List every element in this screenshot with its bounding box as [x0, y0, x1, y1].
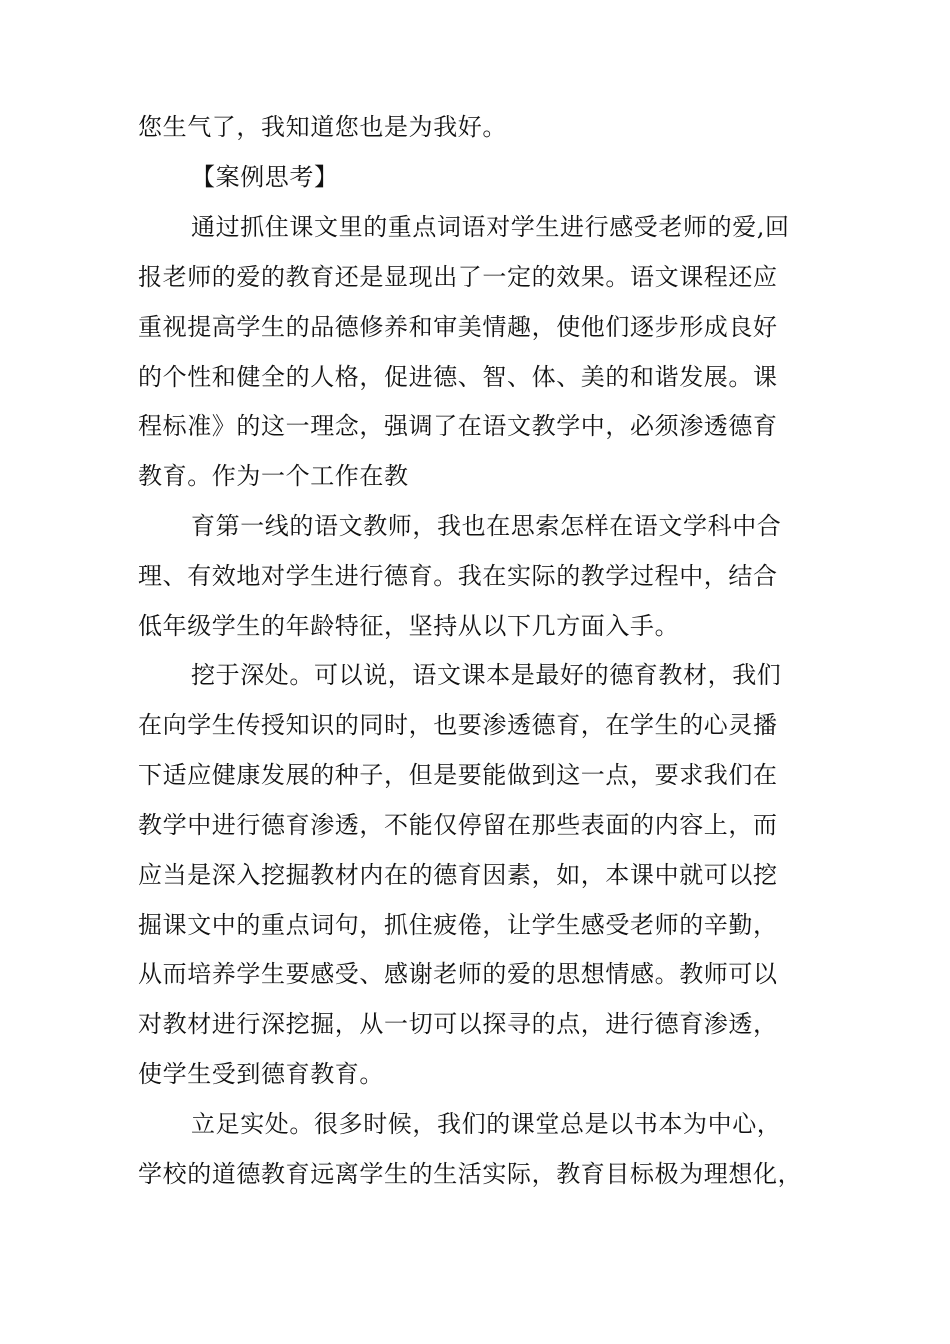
text-line: 理、有效地对学生进行德育。我在实际的教学过程中，结合: [138, 562, 778, 590]
text-line: 您生气了，我知道您也是为我好。: [138, 113, 507, 141]
text-line: 重视提高学生的品德修养和审美情趣，使他们逐步形成良好: [138, 313, 778, 341]
paragraph-first-line: 挖于深处。可以说，语文课本是最好的德育教材，我们: [191, 661, 782, 689]
text-line: 教学中进行德育渗透，不能仅停留在那些表面的内容上，而: [138, 811, 778, 839]
paragraph-first-line: 立足实处。很多时候，我们的课堂总是以书本为中心，: [191, 1110, 782, 1138]
section-heading: 【案例思考】: [191, 163, 339, 191]
text-line: 从而培养学生要感受、感谢老师的爱的思想情感。教师可以: [138, 960, 778, 988]
text-line: 在向学生传授知识的同时，也要渗透德育，在学生的心灵播: [138, 711, 778, 739]
text-line: 掘课文中的重点词句，抓住疲倦，让学生感受老师的辛勤，: [138, 911, 778, 939]
paragraph-first-line: 育第一线的语文教师，我也在思索怎样在语文学科中合: [191, 512, 782, 540]
text-line: 应当是深入挖掘教材内在的德育因素，如，本课中就可以挖: [138, 861, 778, 889]
text-line: 的个性和健全的人格，促进德、智、体、美的和谐发展。课: [138, 363, 778, 391]
text-line: 下适应健康发展的种子，但是要能做到这一点，要求我们在: [138, 761, 778, 789]
text-line: 程标准》的这一理念，强调了在语文教学中，必须渗透德育: [138, 412, 778, 440]
paragraph-first-line: 通过抓住课文里的重点词语对学生进行感受老师的爱,回: [191, 213, 790, 241]
text-line: 报老师的爱的教育还是显现出了一定的效果。语文课程还应: [138, 263, 778, 291]
text-line: 使学生受到德育教育。: [138, 1060, 384, 1088]
text-line: 低年级学生的年龄特征，坚持从以下几方面入手。: [138, 612, 680, 640]
text-line: 对教材进行深挖掘，从一切可以探寻的点，进行德育渗透，: [138, 1010, 778, 1038]
text-line: 学校的道德教育远离学生的生活实际，教育目标极为理想化，: [138, 1160, 803, 1188]
text-line: 教育。作为一个工作在教: [138, 462, 409, 490]
